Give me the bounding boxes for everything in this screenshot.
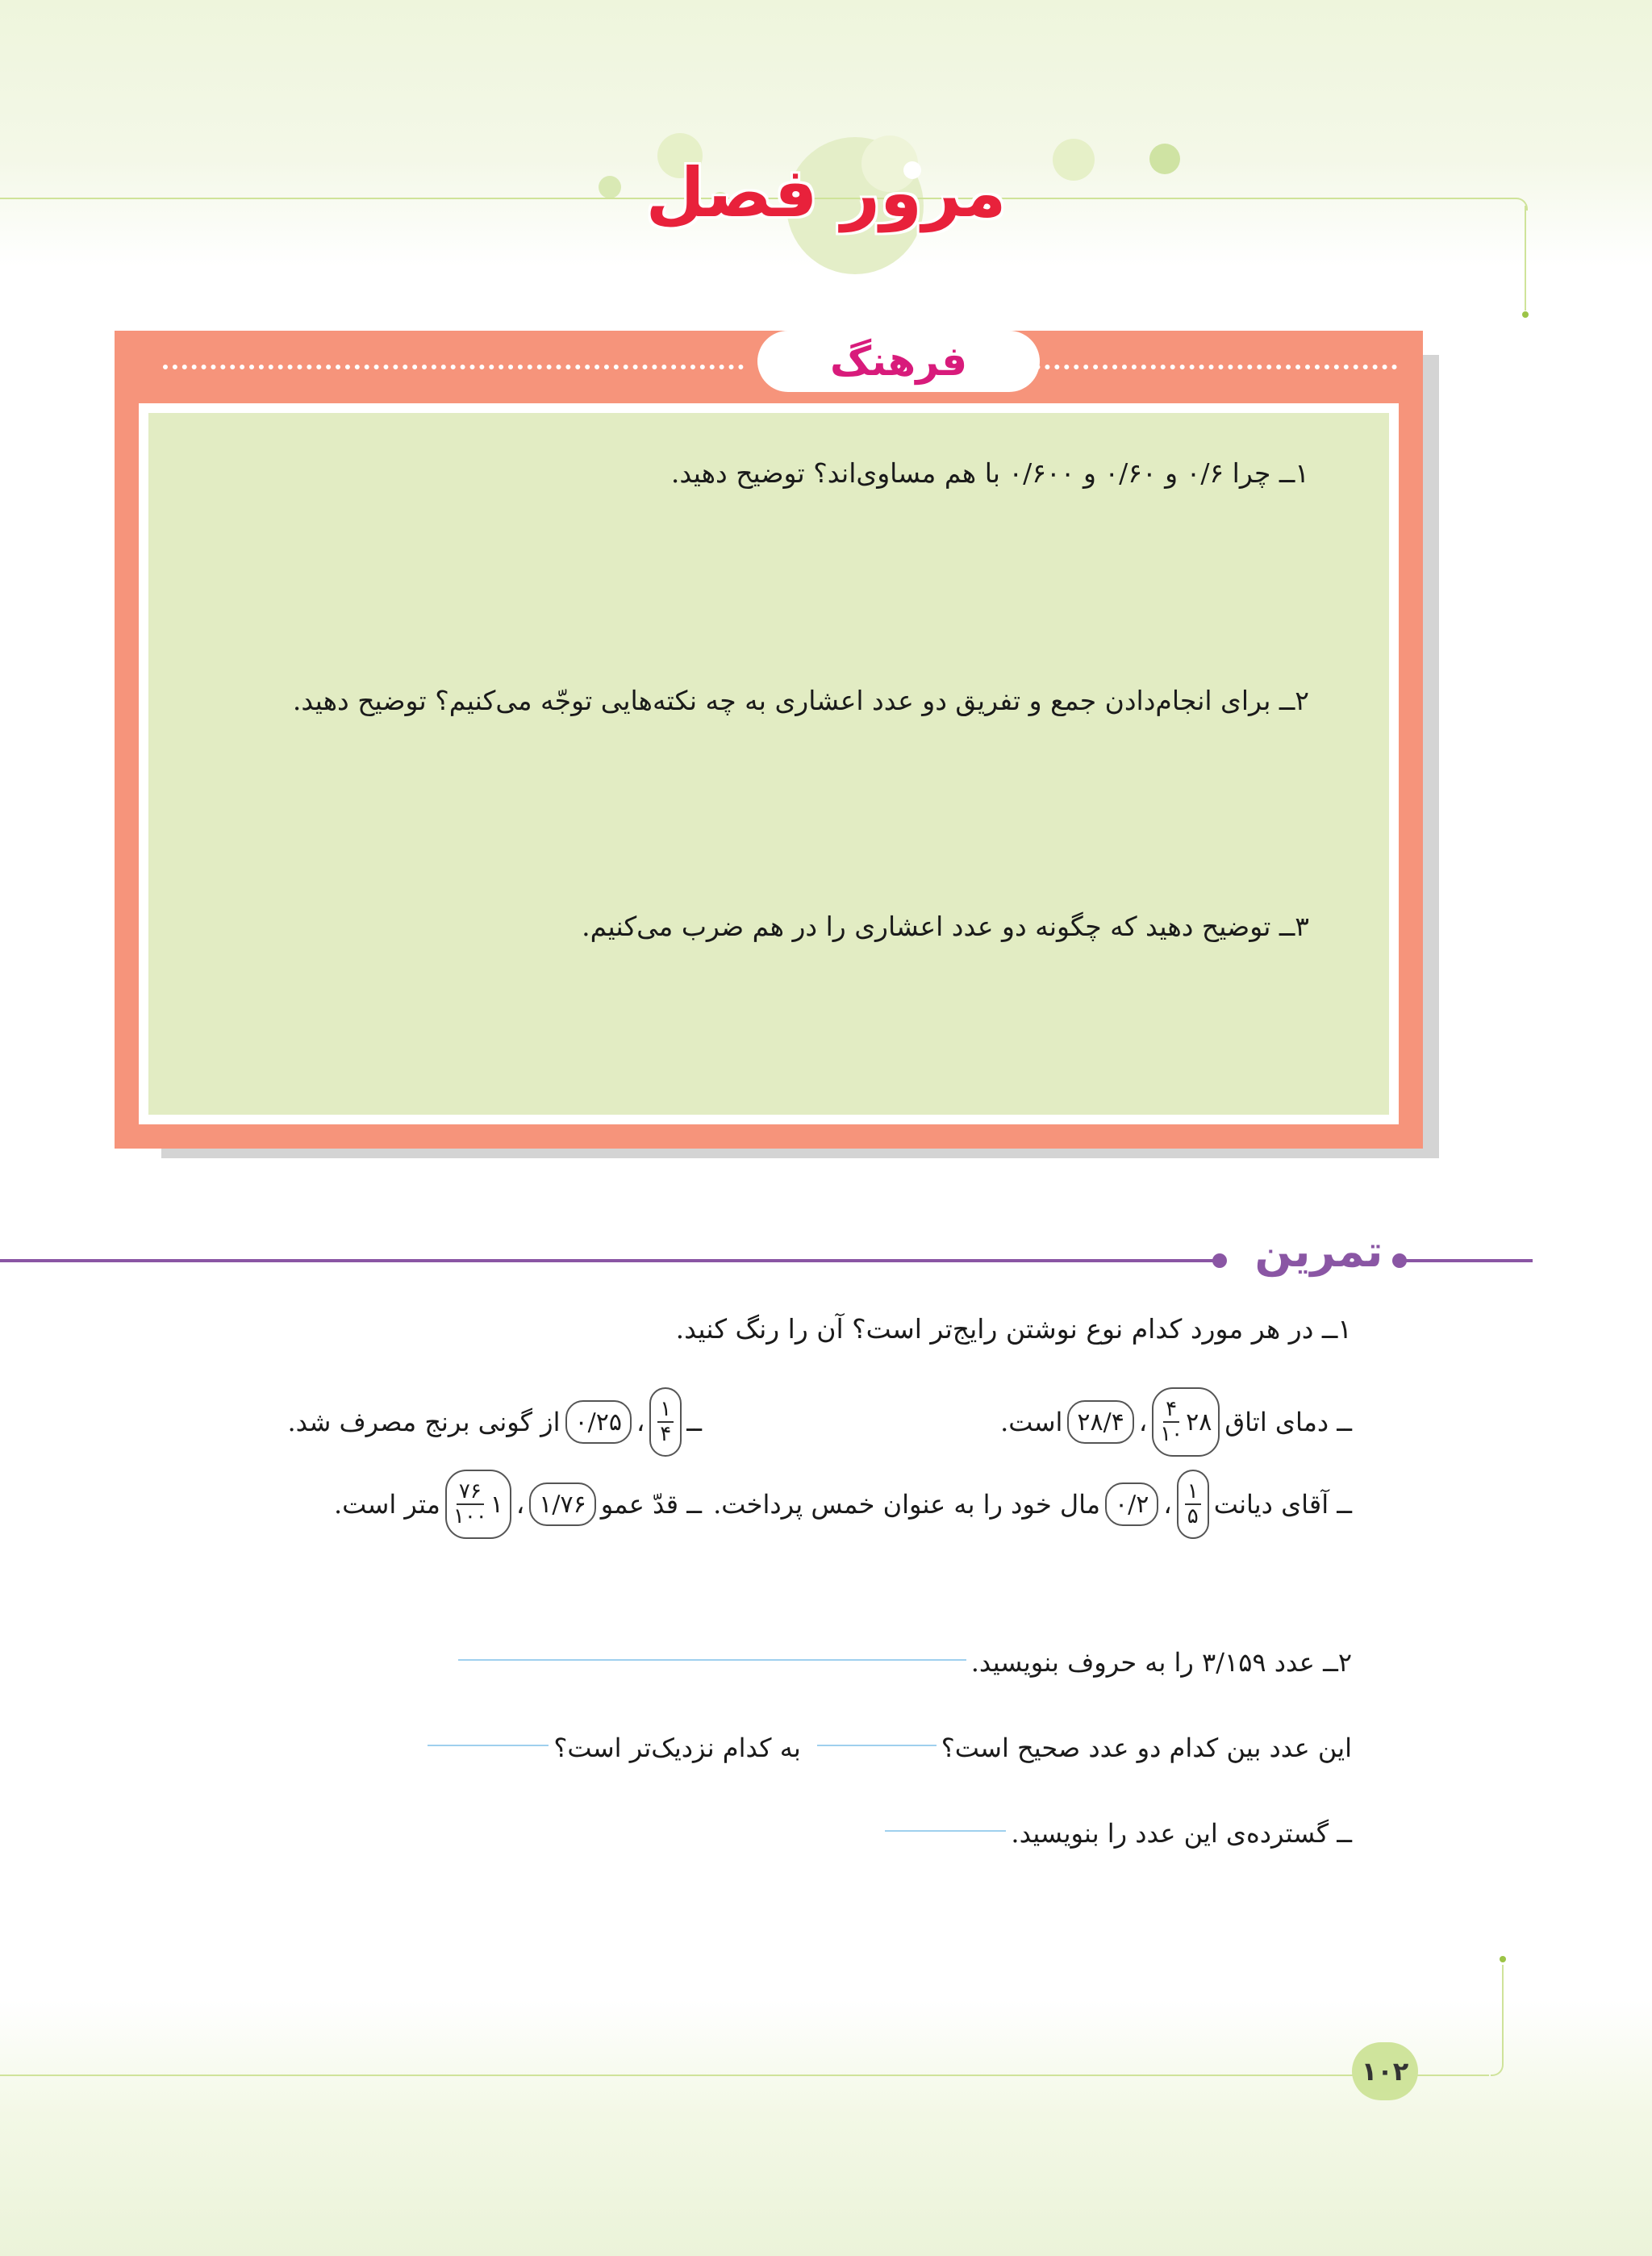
item-b-frac-den: ۴ [660,1422,672,1446]
item-d-mixed-number [453,1480,503,1528]
footer-rule-vertical [1502,1965,1504,2063]
exercise-2-line-1 [458,1647,1352,1678]
item-d-suffix: متر است. [333,1489,440,1520]
footer-band [0,2000,1652,2256]
writing-question-1: ۱ــ چرا ۰/۶ و ۰/۶۰ و ۰/۶۰۰ با هم مساوی‌اند؟ توضیح دهید. [670,457,1309,489]
item-a-mixed-whole: ۲۸ [1186,1407,1212,1437]
exercise-2-closer-question: به کدام نزدیک‌تر است؟ [553,1733,801,1763]
item-d-mixed-fraction [453,1480,487,1528]
section-title: تمرین [1254,1226,1383,1277]
item-a-mixed-num: ۴ [1163,1398,1179,1423]
writing-question-3: ۳ــ توضیح دهید که چگونه دو عدد اعشاری را در هم ضرب می‌کنیم. [582,911,1309,942]
exercise-2-expanded-form: ــ گسترده‌ی این عدد را بنویسید. [1011,1818,1352,1849]
item-a-sep: ، [1138,1407,1148,1437]
section-rule-left [1404,1259,1533,1262]
header-corner-dot [1522,311,1529,318]
item-d-mixed-option[interactable] [445,1470,511,1539]
exercise-2-between-question: این عدد بین کدام دو عدد صحیح است؟ [941,1733,1352,1763]
item-c-fraction [1185,1480,1201,1528]
box-dots-right [163,365,744,369]
answer-blank-closer[interactable] [428,1745,549,1746]
answer-blank-words[interactable] [458,1659,966,1661]
item-b-sep: ، [636,1407,645,1437]
item-a-prefix: ــ دمای اتاق [1224,1407,1352,1437]
section-rule-right [0,1259,1226,1262]
page-number: ۱۰۲ [1352,2042,1418,2100]
item-b-fraction [657,1398,674,1445]
item-b-prefix: ــ [686,1407,702,1437]
item-d-mixed-num: ۷۶ [457,1480,484,1505]
item-a-mixed-den: ۱۰ [1160,1422,1183,1446]
writing-box-frame [139,403,1399,1124]
exercise-2-text: ۲ــ عدد ۳/۱۵۹ را به حروف بنویسید. [970,1647,1352,1678]
item-c-fraction-option[interactable] [1177,1470,1209,1539]
item-c-prefix: ــ آقای دیانت [1213,1489,1352,1520]
item-d-sep: ، [515,1489,525,1520]
item-a-decimal-option[interactable]: ۲۸/۴ [1067,1400,1133,1444]
item-c-sep: ، [1163,1489,1172,1520]
item-a-mixed-fraction [1160,1398,1183,1445]
item-d-mixed-den: ۱۰۰ [453,1504,487,1528]
exercise-1-item-b [288,1387,703,1457]
exercise-2-line-3 [885,1818,1352,1849]
item-c-suffix: مال خود را به عنوان خمس پرداخت. [713,1489,1101,1520]
writing-box [115,331,1423,1149]
item-a-suffix: است. [1000,1407,1063,1437]
chapter-title: مرور فصل [645,153,1007,232]
answer-blank-between[interactable] [817,1745,937,1746]
item-a-mixed-option[interactable] [1152,1387,1220,1457]
exercise-2-line-2 [428,1733,1352,1763]
writing-box-title: فرهنگ [757,331,1040,392]
item-a-mixed-number [1160,1398,1212,1445]
item-d-mixed-whole: ۱ [490,1490,503,1519]
exercise-1-item-d [334,1470,702,1539]
footer-rule [0,2075,1489,2076]
item-b-suffix: از گونی برنج مصرف شد. [287,1407,561,1437]
item-b-frac-num: ۱ [657,1398,674,1423]
writing-box-content [148,413,1389,1115]
item-d-decimal-option[interactable]: ۱/۷۶ [529,1482,595,1526]
writing-question-2: ۲ــ برای انجام‌دادن جمع و تفریق دو عدد اعشاری به چه نکته‌هایی توجّه می‌کنیم؟ توضیح دهید. [292,685,1309,716]
item-c-frac-den: ۵ [1187,1504,1199,1528]
item-b-decimal-option[interactable]: ۰/۲۵ [565,1400,632,1444]
exercise-1-item-a [1000,1387,1352,1457]
answer-blank-expanded[interactable] [885,1830,1006,1832]
exercise-1-text: ۱ــ در هر مورد کدام نوع نوشتن رایج‌تر است؟ آن را رنگ کنید. [675,1313,1352,1345]
exercise-1-item-c [713,1470,1352,1539]
section-dot-right [1212,1253,1227,1268]
item-d-prefix: ــ قدّ عمو [600,1489,702,1520]
item-c-frac-num: ۱ [1185,1480,1201,1505]
footer-corner-dot [1500,1956,1506,1962]
item-c-decimal-option[interactable]: ۰/۲ [1105,1482,1158,1526]
item-b-fraction-option[interactable] [649,1387,682,1457]
